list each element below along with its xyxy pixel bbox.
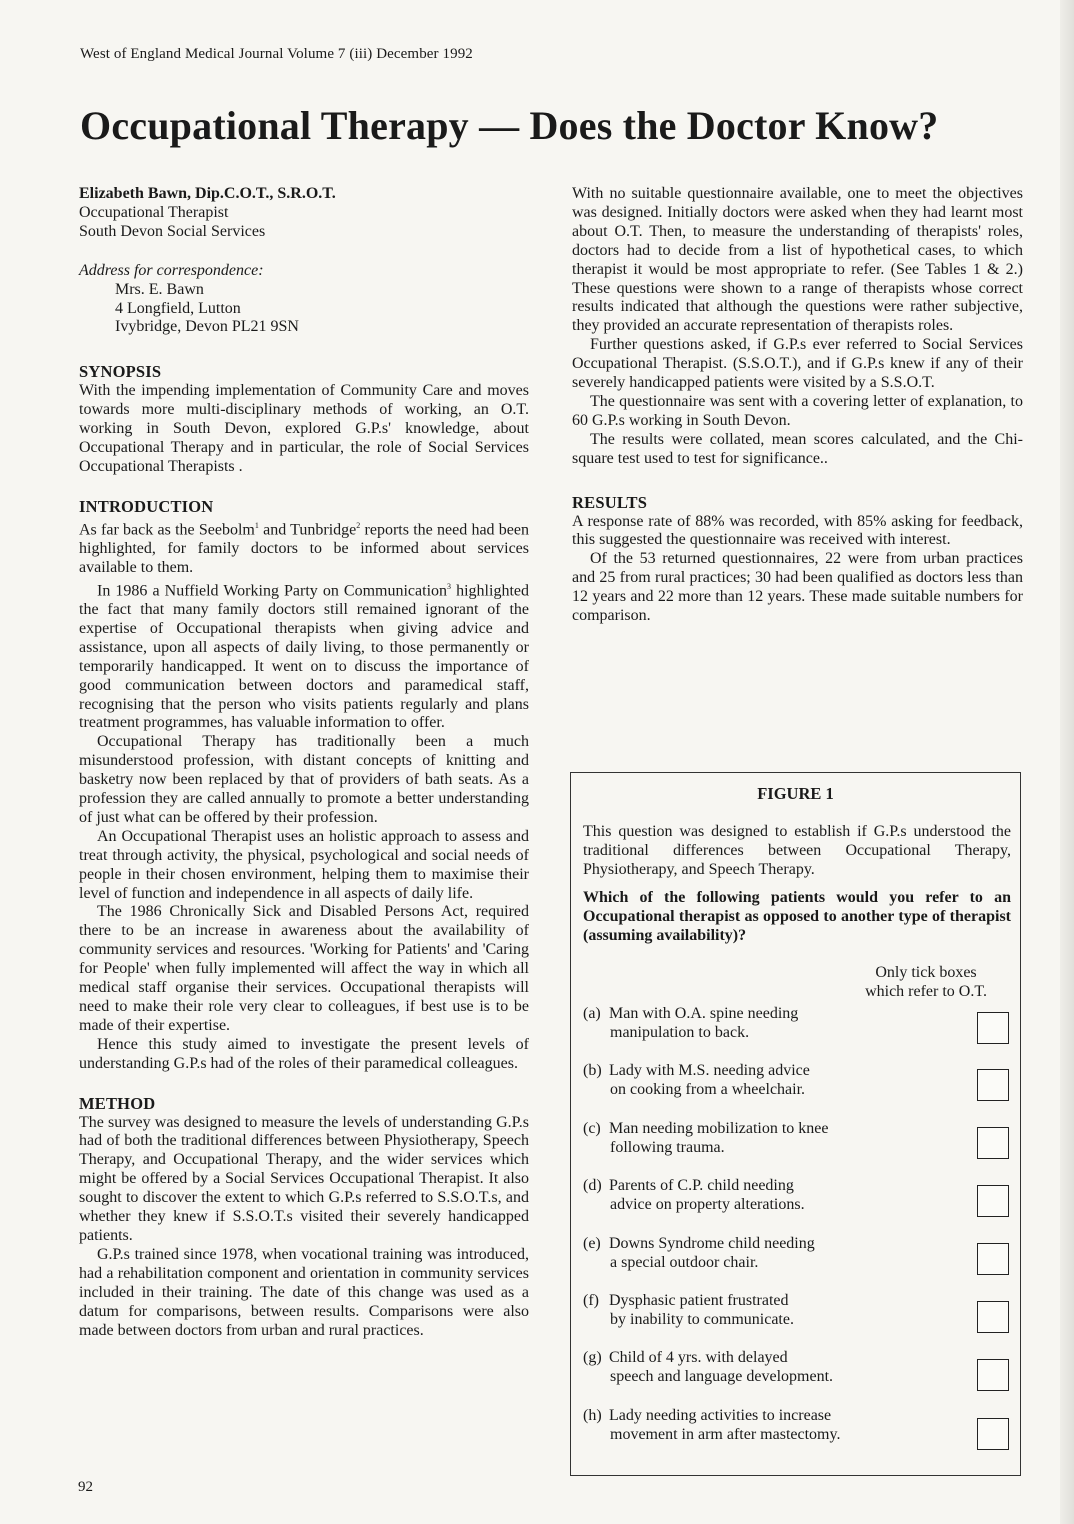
results-paragraph: A response rate of 88% was recorded, with 85% asking for feedback, this suggested the questionnaire was received with interest. — [572, 512, 1023, 549]
address-label: Address for correspondence: — [79, 261, 264, 279]
address-line: Mrs. E. Bawn — [115, 280, 204, 298]
figure-title: FIGURE 1 — [757, 784, 834, 803]
figure-item: (h) Lady needing activities to increase movement in arm after mastectomy. — [583, 1407, 841, 1443]
figure-item: (b) Lady with M.S. needing advice on cooking from a wheelchair. — [583, 1062, 810, 1098]
method-heading: METHOD — [79, 1093, 156, 1113]
tick-box[interactable] — [977, 1127, 1009, 1159]
synopsis-text: With the impending implementation of Community Care and moves towards more multi-disciplinary methods of working, an O.T. working in South Devon, explored G.P.s' knowledge, about Occupational Therapy and in particular, the role of Social Services Occupational Therapists . — [79, 382, 529, 475]
figure-item: (d) Parents of C.P. child needing advice on property alterations. — [583, 1177, 805, 1213]
introduction-paragraph: As far back as the Seebolm$^1$ and Tunbridge$^2$ reports the need had been highlighted, for family doctors to be informed about services available to them. — [79, 520, 529, 576]
reference-mark: 1 — [254, 520, 259, 530]
synopsis-heading: SYNOPSIS — [79, 362, 162, 382]
results-heading: RESULTS — [572, 492, 648, 512]
method-paragraph: G.P.s trained since 1978, when vocational training was introduced, had a rehabilitation component and orientation in community services included in their training. The date of this change was used as a datum for comparisons, between results. Comparisons were also made between doctors from urban and rural practices. — [79, 1245, 529, 1339]
figure-item: (g) Child of 4 yrs. with delayed speech and language development. — [583, 1349, 834, 1385]
figure-item: (f) Dysphasic patient frustrated by inability to communicate. — [583, 1292, 794, 1328]
method-paragraph: The survey was designed to measure the levels of understanding G.P.s had of both the traditional differences between Physiotherapy, Speech Therapy, and Occupational Therapy, and the wider services which might be offered by a Social Services Occupational Therapist. It also sought to discover the extent to which G.P.s referred to S.S.O.T.s, and whether they knew if S.S.O.T.s visited their severely handicapped patients. — [79, 1113, 529, 1244]
figure-item: (c) Man needing mobilization to knee following trauma. — [583, 1120, 829, 1156]
introduction-heading: INTRODUCTION — [79, 496, 214, 516]
introduction-paragraph: Hence this study aimed to investigate the present levels of understanding G.P.s had of the roles of their paramedical colleagues. — [79, 1035, 529, 1072]
running-head: West of England Medical Journal Volume 7 (iii) December 1992 — [80, 46, 473, 62]
article-title: Occupational Therapy — Does the Doctor Know? — [80, 103, 939, 148]
author-role: Occupational Therapist — [79, 203, 229, 221]
address-line: Ivybridge, Devon PL21 9SN — [115, 318, 299, 336]
address-line: 4 Longfield, Lutton — [115, 299, 241, 317]
method-paragraph: The results were collated, mean scores calculated, and the Chi- square test used to test for significance.. — [572, 430, 1023, 467]
tick-box[interactable] — [977, 1301, 1009, 1333]
right-column — [572, 185, 1023, 626]
figure-1-box — [570, 772, 1021, 1476]
tick-box[interactable] — [977, 1418, 1009, 1450]
figure-item: (a) Man with O.A. spine needing manipulation to back. — [583, 1005, 799, 1041]
tick-box[interactable] — [977, 1243, 1009, 1275]
figure-question: Which of the following patients would you refer to an Occupational therapist as opposed to another type of therapist (assuming availability)? — [583, 889, 1011, 944]
tick-box[interactable] — [977, 1069, 1009, 1101]
tick-box[interactable] — [977, 1012, 1009, 1044]
tick-box[interactable] — [977, 1185, 1009, 1217]
introduction-paragraph: In 1986 a Nuffield Working Party on Communication$^3$ highlighted the fact that many family doctors still remained ignorant of the expertise of Occupational therapists when giving advice and assistance, upon all aspects of daily living, to those permanently or temporarily handicapped. It went on to discuss the importance of good communication between doctors and paramedical staff, recognising that the person who visits patients regularly and plans treatment programmes, has valuable information to offer. — [79, 581, 529, 732]
tick-instruction: Only tick boxes which refer to O.T. — [865, 964, 987, 1000]
page-edge-shadow — [1060, 0, 1074, 1524]
figure-item: (e) Downs Syndrome child needing a special outdoor chair. — [583, 1235, 815, 1271]
page-number: 92 — [78, 1479, 93, 1495]
introduction-paragraph: The 1986 Chronically Sick and Disabled Persons Act, required there to be an increase in awareness about the availability of community services and resources. 'Working for Patients' and 'Caring for People' when fully implemented will affect the way in which all medical staff organise their services. Occupational therapists will need to make their role very clear to colleagues, if best use is to be made of their expertise. — [79, 903, 529, 1034]
reference-mark: 3 — [447, 581, 452, 591]
tick-box[interactable] — [977, 1359, 1009, 1391]
method-paragraph: Further questions asked, if G.P.s ever referred to Social Services Occupational Therapist. (S.S.O.T.), and if G.P.s knew if any of their severely handicapped patients were visited by a S.S.O.T. — [572, 336, 1023, 392]
method-paragraph: With no suitable questionnaire available, one to meet the objectives was designed. Initially doctors were asked when they had learnt most about O.T. Then, to measure the understanding of therapists' roles, doctors had to decide from a list of hypothetical cases, to which therapist it would be most appropriate to refer. (See Tables 1 & 2.) These questions were shown to a range of therapists whose correct results indicated that although the questions were rather subjective, they provided an accurate representation of therapists roles. — [572, 185, 1023, 335]
results-paragraph: Of the 53 returned questionnaires, 22 were from urban practices and 25 from rural practices; 30 had been qualified as doctors less than 12 years and 22 more than 12 years. These made suitable numbers for comparison. — [572, 550, 1023, 625]
author-name: Elizabeth Bawn, Dip.C.O.T., S.R.O.T. — [79, 185, 336, 202]
method-paragraph: The questionnaire was sent with a covering letter of explanation, to 60 G.P.s working in South Devon. — [572, 392, 1023, 429]
author-organisation: South Devon Social Services — [79, 222, 266, 240]
left-column — [79, 185, 529, 1340]
introduction-paragraph: Occupational Therapy has traditionally been a much misunderstood profession, with distant concepts of knitting and basketry now been replaced by that of providers of bath seats. As a profession they are called annually to promote a better understanding of just what can be offered by their profession. — [79, 733, 529, 826]
reference-mark: 2 — [356, 520, 361, 530]
figure-intro: This question was designed to establish if G.P.s understood the traditional differences between Occupational Therapy, Physiotherapy, and Speech Therapy. — [583, 823, 1011, 878]
introduction-paragraph: An Occupational Therapist uses an holistic approach to assess and treat through activity, the physical, psychological and social needs of people in their chosen environment, helping them to maximise their level of function and independence in all aspects of daily life. — [79, 827, 529, 902]
